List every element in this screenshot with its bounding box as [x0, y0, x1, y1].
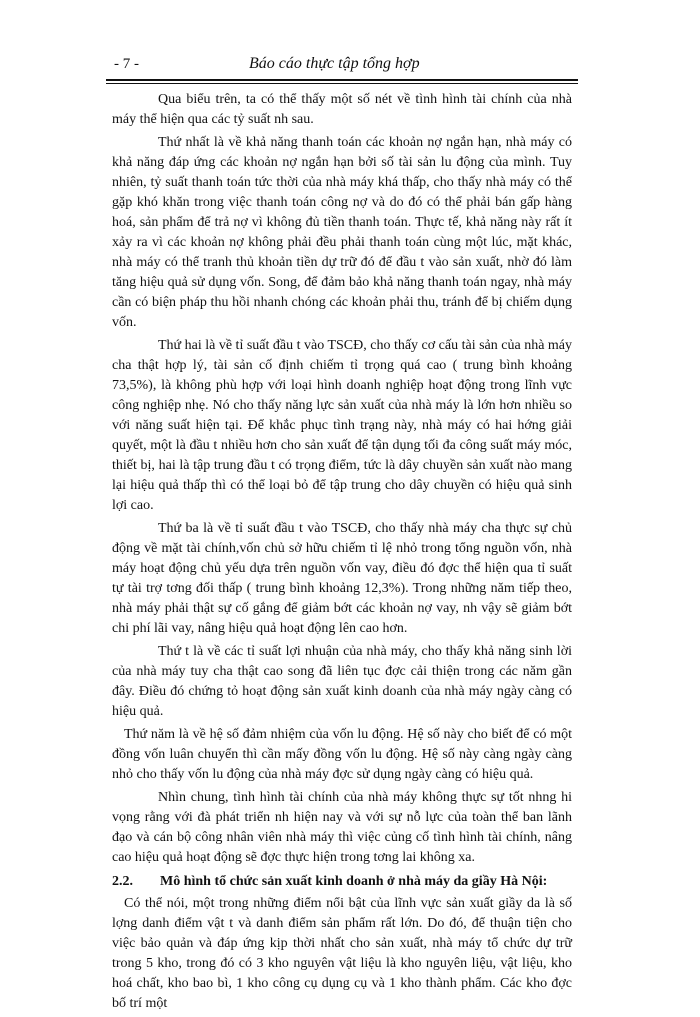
- header-rule-thick: [106, 79, 578, 81]
- page-header: [106, 52, 578, 78]
- page-body: [112, 90, 572, 1017]
- page-number: - 7 -: [114, 56, 139, 72]
- paragraph-first: Thứ nhất là về khả năng thanh toán các khoản nợ ngắn hạn, nhà máy có khả năng đáp ứng các khoản nợ ngắn hạn bởi số tài sản lu động của mình. Tuy nhiên, tỷ suất thanh toán tức thời của nhà máy khá thấp, cho thấy nhà máy có thể gặp khó khăn trong việc thanh toán công nợ và do đó có thể phải bán gấp hàng hoá, sản phẩm để trả nợ vì không đủ tiền thanh toán. Thực tế, khả năng này rất ít xảy ra vì các khoản nợ không phải đều phải thanh toán cùng một lúc, mặt khác, nhà máy có thể tranh thủ khoản tiền dự trữ đó để đầu t vào sản xuất, nhờ đó làm tăng hiệu quả sử dụng vốn. Song, để đảm bảo khả năng thanh toán ngay, nhà máy cần có biện pháp thu hồi nhanh chóng các khoản phải thu, tránh để bị chiếm dụng vốn.: [112, 135, 572, 330]
- header-rule-thin: [106, 83, 578, 84]
- paragraph-third: Thứ ba là về tỉ suất đầu t vào TSCĐ, cho thấy nhà máy cha thực sự chủ động về mặt tài chính,vốn chủ sở hữu chiếm tỉ lệ nhỏ trong tổng nguồn vốn, nhà máy hoạt động chủ yếu dựa trên nguồn vốn vay, điều đó đợc thể hiện qua tỉ suất tự tài trợ tơng đối thấp ( trung bình khoảng 12,3%). Trong những năm tiếp theo, nhà máy phải thật sự cố gắng để giảm bớt các khoản nợ vay, nh vậy sẽ giảm bớt chi phí lãi vay, nâng hiệu quả hoạt động lên cao hơn.: [112, 521, 572, 636]
- paragraph-fourth: Thứ t là về các tỉ suất lợi nhuận của nhà máy, cho thấy khả năng sinh lời của nhà máy tuy cha thật cao song đã liên tục đợc cải thiện trong các năm gần đây. Điều đó chứng tỏ hoạt động sản xuất kinh doanh của nhà máy ngày càng có hiệu quả.: [112, 644, 572, 719]
- document-title: Báo cáo thực tập tổng hợp: [249, 55, 420, 72]
- paragraph-second: Thứ hai là về tỉ suất đầu t vào TSCĐ, cho thấy cơ cấu tài sản của nhà máy cha thật hợp lý, tài sản cố định chiếm tỉ trọng quá cao ( trung bình khoảng 73,5%), là không phù hợp với loại hình doanh nghiệp hoạt động trong lĩnh vực công nghiệp nhẹ. Nó cho thấy năng lực sản xuất của nhà máy là lớn hơn nhiều so với năng suất hiện tại. Để khắc phục tình trạng này, nhà máy có hai hớng giải quyết, một là đầu t nhiều hơn cho sản xuất để tận dụng tối đa công suất máy móc, thiết bị, hai là tập trung đầu t có trọng điểm, tức là dây chuyền sản xuất nào mang lại hiệu quả thấp thì có thể loại bỏ để tập trung cho dây chuyền có hiệu quả sinh lợi cao.: [112, 338, 573, 513]
- paragraph-fifth: Thứ năm là về hệ số đảm nhiệm của vốn lu động. Hệ số này cho biết để có một đồng vốn luân chuyển thì cần mấy đồng vốn lu động. Hệ số này càng ngày càng nhỏ cho thấy vốn lu động của nhà máy đợc sử dụng ngày càng có hiệu quả.: [112, 727, 572, 782]
- section-title: Mô hình tổ chức sản xuất kinh doanh ở nhà máy da giầy Hà Nội:: [160, 874, 548, 889]
- paragraph-section: Có thể nói, một trong những điểm nổi bật của lĩnh vực sản xuất giầy da là số lợng danh điểm vật t và danh điểm sản phẩm rất lớn. Do đó, để thuận tiện cho việc bảo quản và đáp ứng kịp thời nhất cho sản xuất, nhà máy tổ chức dự trữ trong 5 kho, trong đó có 3 kho nguyên vật liệu là kho nguyên liệu, vật liệu, kho hoá chất, kho bao bì, 1 kho công cụ dụng cụ và 1 kho thành phẩm. Các kho đợc bố trí một: [112, 896, 572, 1011]
- paragraph-summary: Nhìn chung, tình hình tài chính của nhà máy không thực sự tốt nhng hi vọng rằng với đà phát triển nh hiện nay và với sự nỗ lực của toàn thể ban lãnh đạo và cán bộ công nhân viên nhà máy thì việc củng cố tình hình tài chính, nâng cao hiệu quả hoạt động sẽ đợc thực hiện trong tơng lai không xa.: [112, 790, 572, 865]
- section-heading: [112, 872, 572, 892]
- section-number: 2.2.: [112, 874, 133, 889]
- paragraph-intro: Qua biểu trên, ta có thể thấy một số nét về tình hình tài chính của nhà máy thể hiện qua các tỷ suất nh sau.: [112, 92, 572, 127]
